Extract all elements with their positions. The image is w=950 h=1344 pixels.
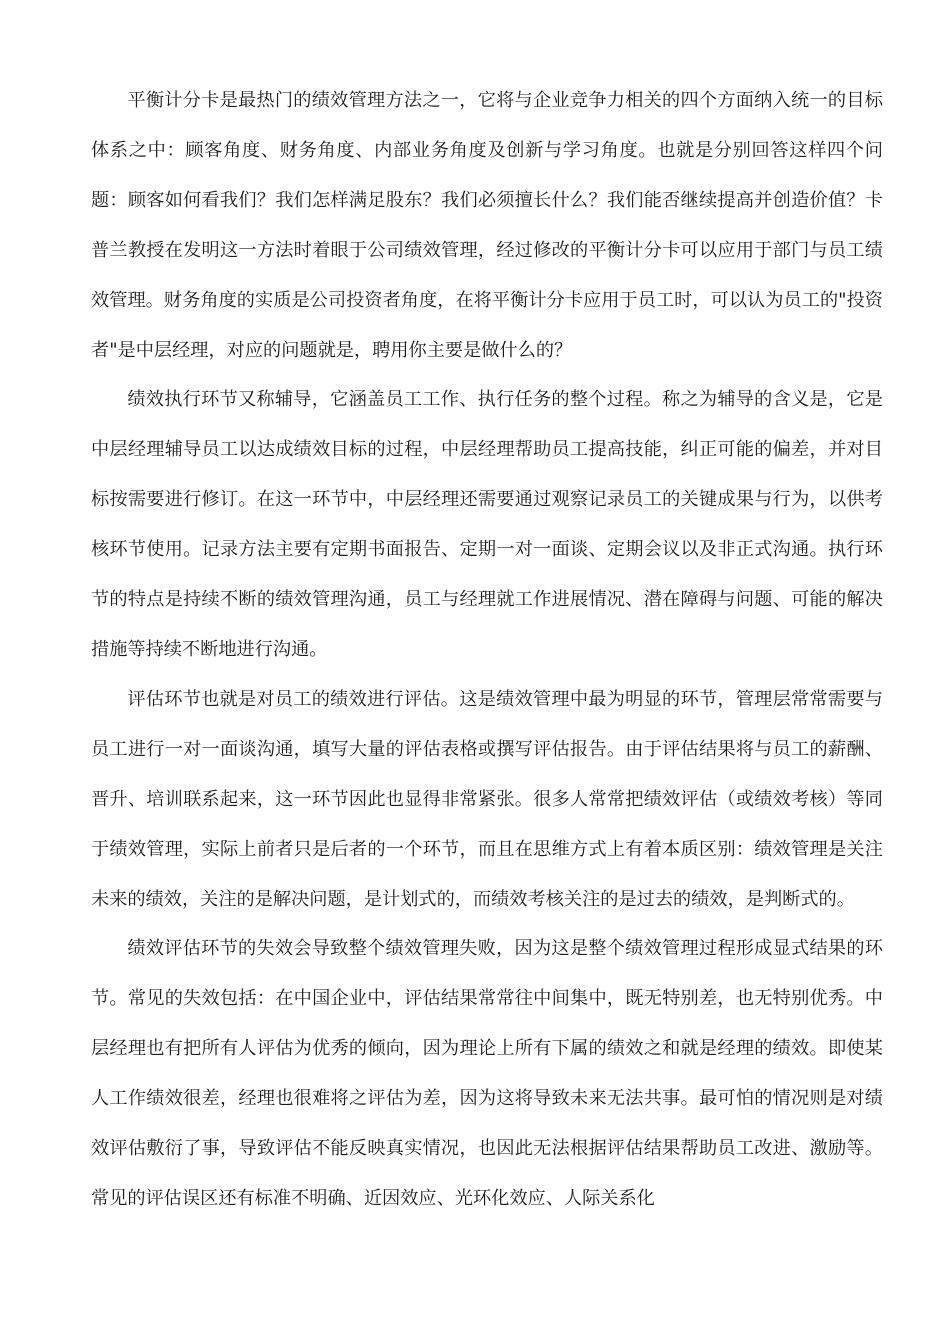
document-body <box>91 76 883 1224</box>
paragraph-execution-coaching: 绩效执行环节又称辅导，它涵盖员工工作、执行任务的整个过程。称之为辅导的含义是，它是中层经理辅导员工以达成绩效目标的过程，中层经理帮助员工提高技能，纠正可能的偏差，并对目标按需要进行修订。在这一环节中，中层经理还需要通过观察记录员工的关键成果与行为，以供考核环节使用。记录方法主要有定期书面报告、定期一对一面谈、定期会议以及非正式沟通。执行环节的特点是持续不断的绩效管理沟通，员工与经理就工作进展情况、潜在障碍与问题、可能的解决措施等持续不断地进行沟通。 <box>91 389 883 660</box>
paragraph-evaluation: 评估环节也就是对员工的绩效进行评估。这是绩效管理中最为明显的环节，管理层常常需要与员工进行一对一面谈沟通，填写大量的评估表格或撰写评估报告。由于评估结果将与员工的薪酬、晋升、培训联系起来，这一环节因此也显得非常紧张。很多人常常把绩效评估（或绩效考核）等同于绩效管理，实际上前者只是后者的一个环节，而且在思维方式上有着本质区别：绩效管理是关注未来的绩效，关注的是解决问题，是计划式的，而绩效考核关注的是过去的绩效，是判断式的。 <box>91 688 883 910</box>
paragraph-balanced-scorecard: 平衡计分卡是最热门的绩效管理方法之一，它将与企业竞争力相关的四个方面纳入统一的目标体系之中：顾客角度、财务角度、内部业务角度及创新与学习角度。也就是分别回答这样四个问题：顾客如何看我们？我们怎样满足股东？我们必须擅长什么？我们能否继续提高并创造价值？卡普兰教授在发明这一方法时着眼于公司绩效管理，经过修改的平衡计分卡可以应用于部门与员工绩效管理。财务角度的实质是公司投资者角度，在将平衡计分卡应用于员工时，可以认为员工的"投资者"是中层经理，对应的问题就是，聘用你主要是做什么的？ <box>91 90 883 361</box>
paragraph-evaluation-failure: 绩效评估环节的失效会导致整个绩效管理失败，因为这是整个绩效管理过程形成显式结果的环节。常见的失效包括：在中国企业中，评估结果常常往中间集中，既无特别差，也无特别优秀。中层经理也有把所有人评估为优秀的倾向，因为理论上所有下属的绩效之和就是经理的绩效。即使某人工作绩效很差，经理也很难将之评估为差，因为这将导致未来无法共事。最可怕的情况则是对绩效评估敷衍了事，导致评估不能反映真实情况，也因此无法根据评估结果帮助员工改进、激励等。常见的评估误区还有标准不明确、近因效应、光环化效应、人际关系化 <box>91 938 883 1209</box>
